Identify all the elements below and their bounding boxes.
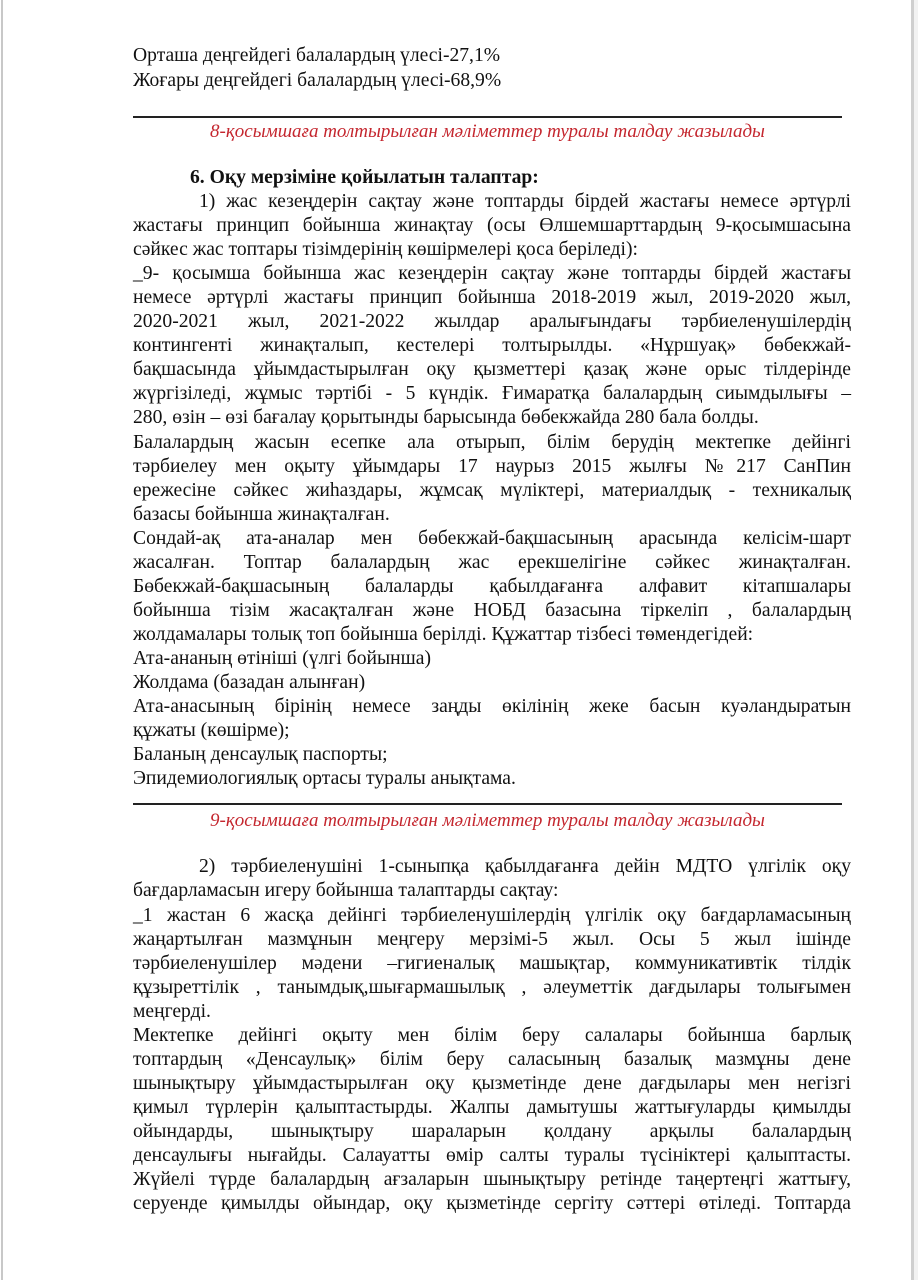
item-1-line: сәйкес жас топтары тізімдерінің көшірмелері қоса беріледі): [133,239,638,260]
paragraph-line: шынықтыру ұйымдастырылған оқу қызметінде дене дағдылары мен негізгі [133,1073,851,1094]
paragraph-line: _9- қосымша бойынша жас кезеңдерін сақтау және топтарды бірдей жастағы [133,263,851,284]
paragraph-line: серуенде қимылды ойындар, оқу қызметінде сергіту сәттері өтіледі. Топтарда [133,1193,851,1214]
divider-rule [133,803,842,805]
paragraph-line: қимыл түрлерін қалыптастырды. Жалпы дамытушы жаттығуларды қимылды [133,1097,851,1118]
document-list-item: Ата-анасының бірінің немесе заңды өкілінің жеке басын куәландыратын [133,696,851,717]
stat-line-medium: Орташа деңгейдегі балалардың үлесі-27,1% [133,45,501,66]
item-2-line: бағдарламасын игеру бойынша талаптарды сақтау: [133,880,559,901]
document-list-item: Эпидемиологиялық ортасы туралы анықтама. [133,768,516,789]
stat-line-high: Жоғары деңгейдегі балалардың үлесі-68,9% [133,70,502,91]
paragraph-line: ережесіне сәйкес жиһаздары, жұмсақ мүліктері, материалдық - техникалық [133,480,851,501]
paragraph-line: контингенті жинақталып, кестелері толтырылды. «Нұршуақ» бөбекжай- [133,335,851,356]
item-2-line: 2) тәрбиеленушіні 1-сыныпқа қабылдағанға дейін МДТО үлгілік оқу [199,856,851,877]
document-list-item: құжаты (көшірме); [133,720,290,741]
paragraph-line: _1 жастан 6 жасқа дейінгі тәрбиеленушілердің үлгілік оқу бағдарламасының [133,905,851,926]
item-1-line: 1) жас кезеңдерін сақтау және топтарды бірдей жастағы немесе әртүрлі [199,191,851,212]
paragraph-line: тәрбиелеу мен оқыту ұйымдары 17 наурыз 2015 жылғы №217 СанПин [133,456,851,477]
paragraph-line: базасы бойынша жинақталған. [133,504,390,525]
document-list-item: Ата-ананың өтініші (үлгі бойынша) [133,648,431,669]
paragraph-line: топтардың «Денсаулық» білім беру саласының базалық мазмұны дене [133,1049,851,1070]
section-6-heading: 6. Оқу мерзіміне қойылатын талаптар: [190,167,539,188]
paragraph-line: ойындарды, шынықтыру шараларын қолдану арқылы балалардың [133,1121,851,1142]
paragraph-line: бақшасында ұйымдастырылған оқу қызметтері қазақ және орыс тілдерінде [133,359,851,380]
paragraph-line: денсаулығы нығайды. Салауатты өмір салты туралы түсініктері қалыптасты. [133,1145,851,1166]
page-left-edge [1,0,3,1280]
paragraph-line: Сондай-ақ ата-аналар мен бөбекжай-бақшасының арасында келісім-шарт [133,528,851,549]
paragraph-line: бойынша тізім жасақталған және НОБД базасына тіркеліп , балалардың [133,600,851,621]
document-list-item: Жолдама (базадан алынған) [133,672,366,693]
paragraph-line: жолдамалары толық топ бойынша берілді. Құжаттар тізбесі төмендегідей: [133,624,754,645]
page-right-margin [914,0,918,1280]
paragraph-line: тәрбиеленушілер мәдени –гигиеналық машықтар, коммуникативтік тілдік [133,953,851,974]
paragraph-line: Балалардың жасын есепке ала отырып, білім берудің мектепке дейінгі [133,432,851,453]
paragraph-line: немесе әртүрлі жастағы принцип бойынша 2018-2019 жыл, 2019-2020 жыл, [133,287,851,308]
paragraph-line: жасалған. Топтар балалардың жас ерекшелігіне сәйкес жинақталған. [133,552,851,573]
paragraph-line: Жүйелі түрде балалардың ағзаларын шынықтыру ретінде таңертеңгі жаттығу, [133,1169,851,1190]
annex-8-note: 8-қосымшаға толтырылған мәліметтер туралы талдау жазылады [210,121,765,142]
paragraph-line: меңгерді. [133,1001,211,1022]
document-list-item: Баланың денсаулық паспорты; [133,744,388,765]
paragraph-line: 2020-2021 жыл, 2021-2022 жылдар аралығындағы тәрбиеленушілердің [133,311,851,332]
paragraph-line: 280, өзін – өзі бағалау қорытынды барысында бөбекжайда 280 бала болды. [133,407,759,428]
divider-rule [133,116,842,118]
paragraph-line: жаңартылған мазмұнын меңгеру мерзімі-5 жыл. Осы 5 жыл ішінде [133,929,851,950]
paragraph-line: Мектепке дейінгі оқыту мен білім беру салалары бойынша барлық [133,1025,851,1046]
paragraph-line: құзыреттілік , танымдық,шығармашылық , әлеуметтік дағдылары толығымен [133,977,851,998]
annex-9-note: 9-қосымшаға толтырылған мәліметтер туралы талдау жазылады [210,810,765,831]
paragraph-line: жүргізіледі, жұмыс тәртібі - 5 күндік. Ғимаратқа балалардың сиымдылығы – [133,383,851,404]
paragraph-line: Бөбекжай-бақшасының балаларды қабылдағанға алфавит кітапшалары [133,576,851,597]
item-1-line: жастағы принцип бойынша жинақтау (осы Өлшемшарттардың 9-қосымшасына [133,215,851,236]
